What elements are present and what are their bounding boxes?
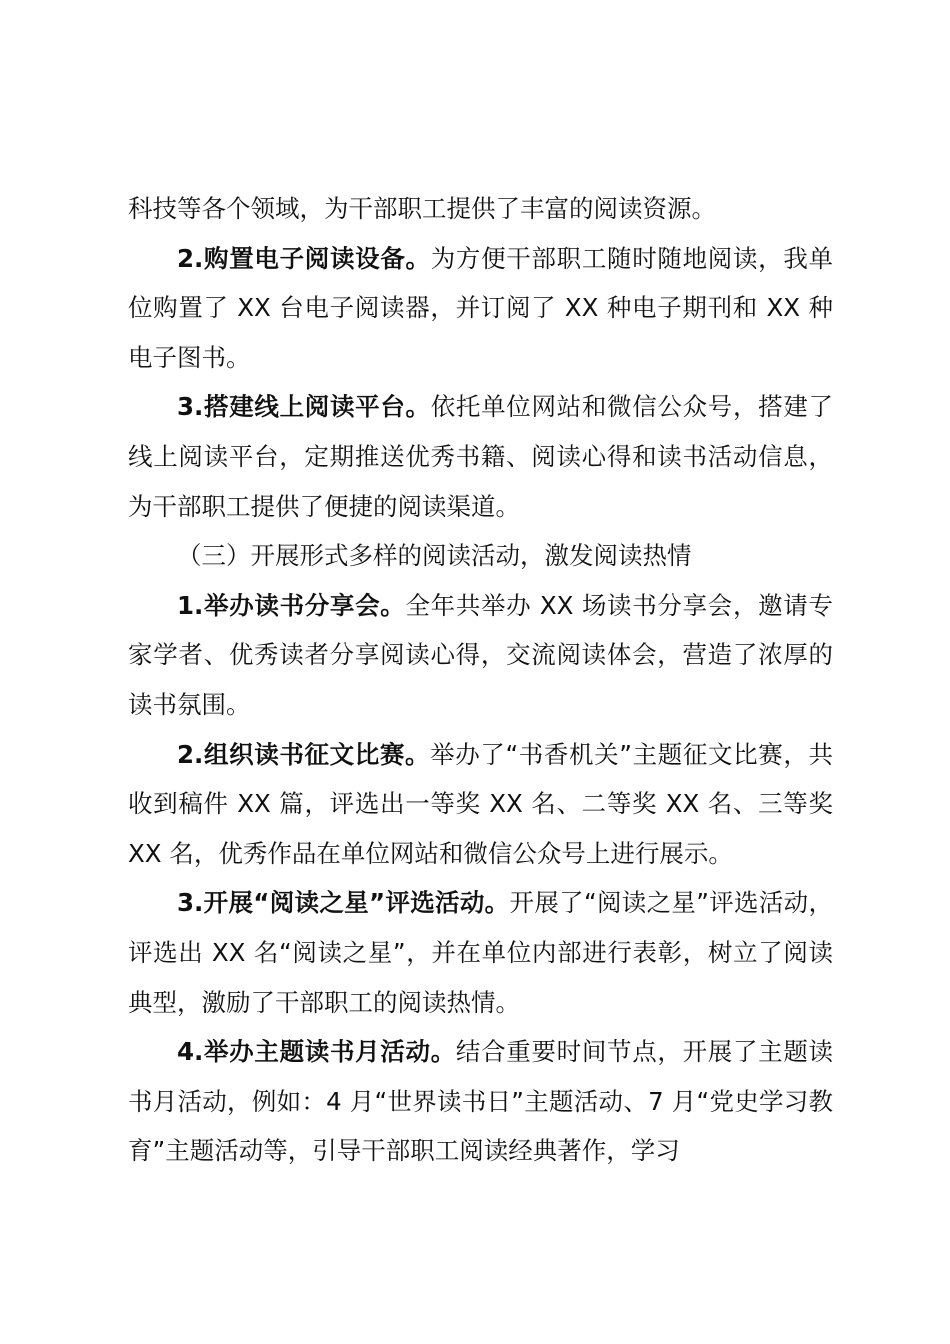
paragraph-heading: 3.开展“阅读之星”评选活动。 [177,888,510,918]
paragraph-heading: 1.举办读书分享会。 [177,590,406,620]
paragraph-text: 开展了“阅读之星”评选活动，评选出 XX 名“阅读之星”，并在单位内部进行表彰，树立了阅读典型，激励了干部职工的阅读热情。 [128,888,833,1017]
paragraph-item-3-reading-star [128,878,833,1027]
paragraph-text: 结合重要时间节点，开展了主题读书月活动，例如：4 月“世界读书日”主题活动、7 月“党史学习教育”主题活动等，引导干部职工阅读经典著作，学习 [128,1037,834,1166]
paragraph-heading: 3.搭建线上阅读平台。 [177,392,431,422]
paragraph-heading: 2.购置电子阅读设备。 [177,243,431,273]
paragraph-text: 科技等各个领域，为干部职工提供了丰富的阅读资源。 [128,194,716,223]
paragraph-text: 全年共举办 XX 场读书分享会，邀请专家学者、优秀读者分享阅读心得，交流阅读体会，营造了浓厚的读书氛围。 [128,590,833,719]
paragraph-item-3-online-platform [128,382,833,531]
paragraph-item-4-reading-month [128,1027,833,1176]
section-heading-3 [128,531,833,581]
paragraph-continuation [128,184,833,234]
paragraph-text: 依托单位网站和微信公众号，搭建了线上阅读平台，定期推送优秀书籍、阅读心得和读书活动信息，为干部职工提供了便捷的阅读渠道。 [128,392,834,521]
paragraph-text: 举办了“书香机关”主题征文比赛，共收到稿件 XX 篇，评选出一等奖 XX 名、二等奖 XX 名、三等奖 XX 名，优秀作品在单位网站和微信公众号上进行展示。 [128,739,833,868]
paragraph-item-2-essay-contest [128,730,833,879]
paragraph-heading: 4.举办主题读书月活动。 [177,1037,456,1067]
section-heading-text: （三）开展形式多样的阅读活动，激发阅读热情 [177,541,692,571]
paragraph-item-1-sharing-session [128,581,833,730]
paragraph-item-2-ebook-devices [128,234,833,383]
document-body [128,184,833,1176]
paragraph-text: 为方便干部职工随时随地阅读，我单位购置了 XX 台电子阅读器，并订阅了 XX 种电子期刊和 XX 种电子图书。 [128,243,834,372]
paragraph-heading: 2.组织读书征文比赛。 [177,739,431,769]
